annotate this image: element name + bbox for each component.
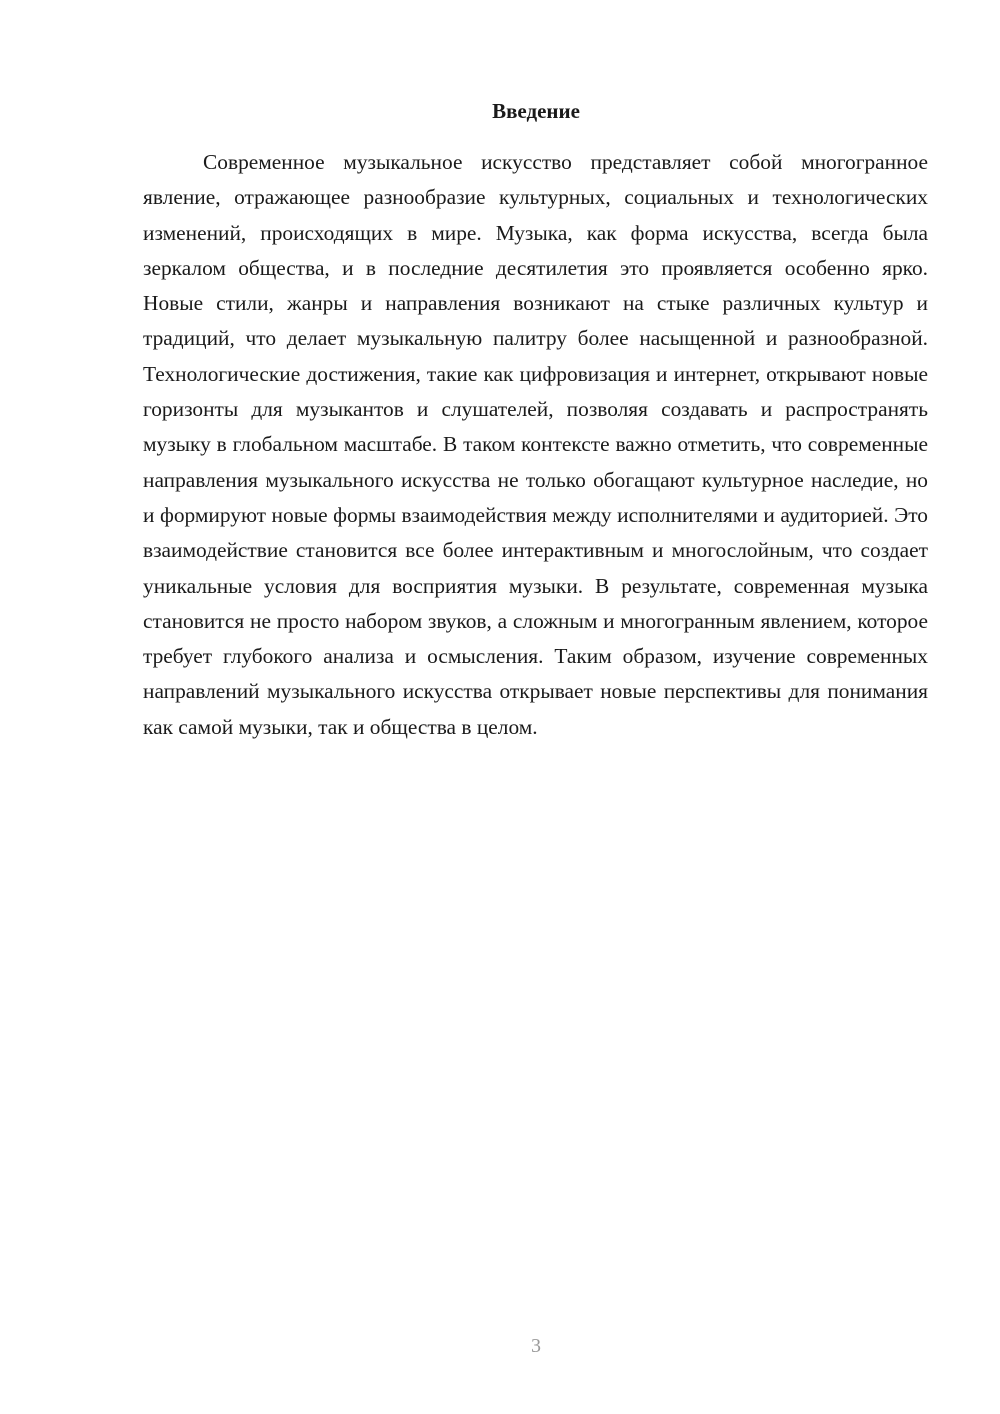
body-paragraph: Современное музыкальное искусство представляет собой многогранное явление, отражающее разнообразие культурных, социальных и технологических изменений, происходящих в мире. Музыка, как форма искусства, всегда была зеркалом общества, и в последние десятилетия это проявляется особенно ярко. Новые стили, жанры и направления возникают на стыке различных культур и традиций, что делает музыкальную палитру более насыщенной и разнообразной. Технологические достижения, такие как цифровизация и интернет, открывают новые горизонты для музыкантов и слушателей, позволяя создавать и распространять музыку в глобальном масштабе. В таком контексте важно отметить, что современные направления музыкального искусства не только обогащают культурное наследие, но и формируют новые формы взаимодействия между исполнителями и аудиторией. Это взаимодействие становится все более интерактивным и многослойным, что создает уникальные условия для восприятия музыки. В результате, современная музыка становится не просто набором звуков, а сложным и многогранным явлением, которое требует глубокого анализа и осмысления. Таким образом, изучение современных направлений музыкального искусства открывает новые перспективы для понимания как самой музыки, так и общества в целом. — [143, 150, 928, 739]
section-heading: Введение — [492, 99, 580, 123]
page-number: 3 — [531, 1335, 541, 1357]
